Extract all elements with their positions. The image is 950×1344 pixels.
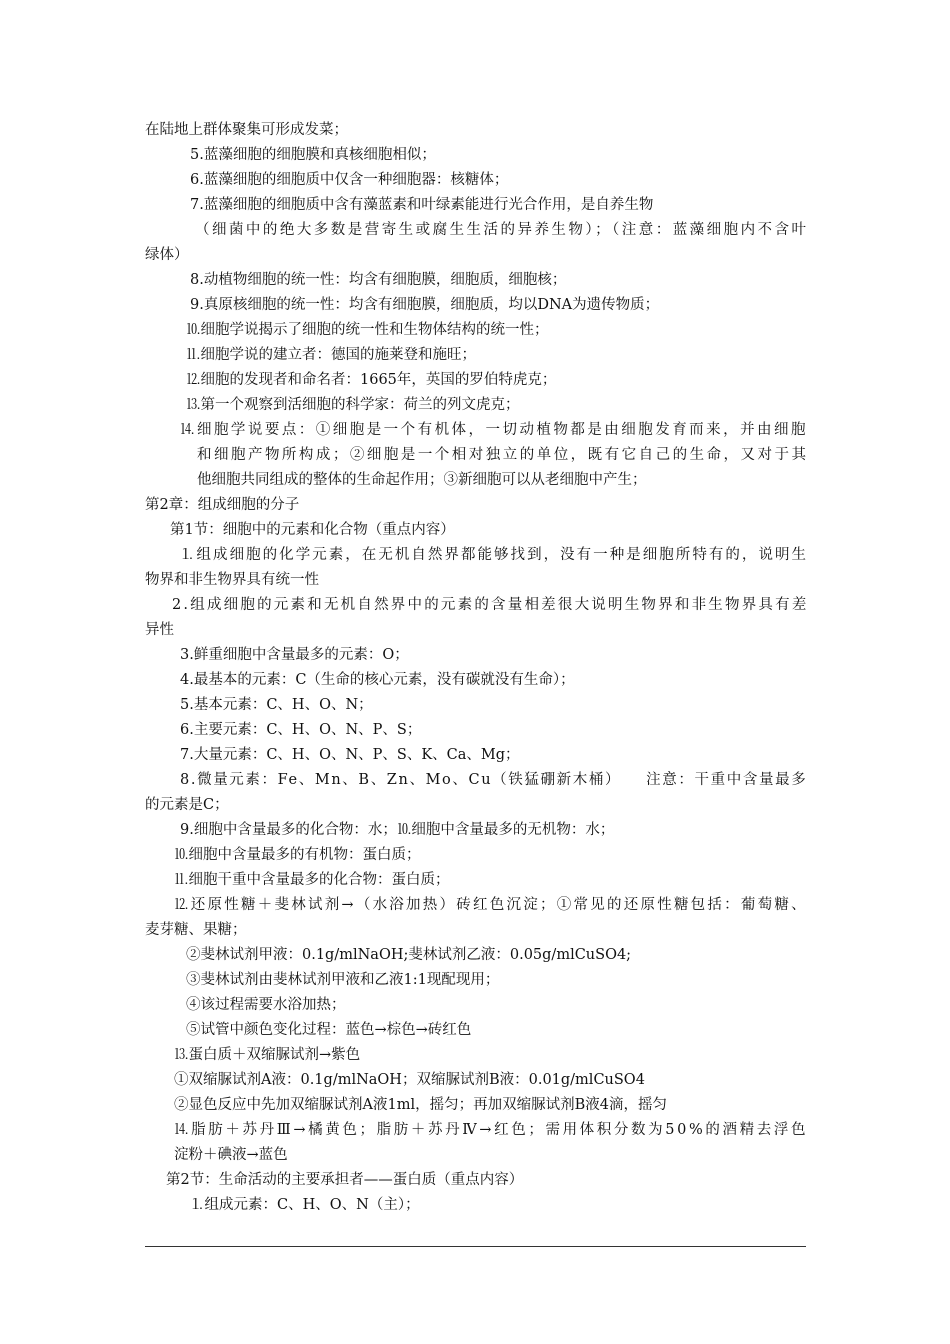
- text-line: 8.动植物细胞的统一性：均含有细胞膜，细胞质，细胞核；: [190, 272, 567, 288]
- text-line: ⒓还原性糖＋斐林试剂→（水浴加热）砖红色沉淀；①常见的还原性糖包括：葡萄糖、: [174, 897, 808, 913]
- text-line: ⑤试管中颜色变化过程：蓝色→棕色→砖红色: [186, 1022, 472, 1038]
- text-line: （细菌中的绝大多数是营寄生或腐生生活的异养生物）；（注意：蓝藻细胞内不含叶: [195, 222, 809, 238]
- text-line: ⒑细胞学说揭示了细胞的统一性和生物体结构的统一性；: [186, 322, 549, 338]
- text-line: 6.主要元素：C、H、O、N、P、S；: [180, 722, 422, 738]
- text-line: 第1节：细胞中的元素和化合物（重点内容）: [170, 522, 455, 538]
- text-line: 第2章：组成细胞的分子: [145, 497, 300, 513]
- text-line: ①双缩脲试剂A液：0.1g/mlNaOH；双缩脲试剂B液：0.01g/mlCuSO4: [174, 1072, 645, 1088]
- text-line: 7.大量元素：C、H、O、N、P、S、K、Ca、Mg；: [180, 747, 520, 763]
- text-line: 在陆地上群体聚集可形成发菜；: [145, 122, 348, 138]
- text-line: 3.鲜重细胞中含量最多的元素：O；: [180, 647, 409, 663]
- text-line: ④该过程需要水浴加热；: [186, 997, 346, 1013]
- text-line: ⒑细胞中含量最多的有机物：蛋白质；: [174, 847, 421, 863]
- text-line: ⒒细胞学说的建立者：德国的施莱登和施旺；: [186, 347, 476, 363]
- text-line: 5.基本元素：C、H、O、N；: [180, 697, 373, 713]
- text-line: ⒔蛋白质＋双缩脲试剂→紫色: [174, 1047, 361, 1063]
- text-line: ⒈组成元素：C、H、O、N（主）；: [190, 1197, 420, 1213]
- text-line: 淀粉＋碘液→蓝色: [174, 1147, 288, 1163]
- text-line: 的元素是C；: [145, 797, 229, 813]
- text-line: 第2节：生命活动的主要承担者——蛋白质（重点内容）: [166, 1172, 524, 1188]
- text-line: ⒒细胞干重中含量最多的化合物：蛋白质；: [174, 872, 450, 888]
- text-line: 物界和非生物界具有统一性: [145, 572, 319, 588]
- text-line: 麦芽糖、果糖；: [145, 922, 247, 938]
- text-line: 4.最基本的元素：C（生命的核心元素，没有碳就没有生命）；: [180, 672, 575, 688]
- text-line: ③斐林试剂由斐林试剂甲液和乙液1:1现配现用；: [186, 972, 500, 988]
- text-line: 9.真原核细胞的统一性：均含有细胞膜，细胞质，均以DNA为遗传物质；: [190, 297, 660, 313]
- text-line: 他细胞共同组成的整体的生命起作用；③新细胞可以从老细胞中产生；: [197, 472, 647, 488]
- text-line: ⒈组成细胞的化学元素，在无机自然界都能够找到，没有一种是细胞所特有的，说明生: [180, 547, 809, 563]
- footer-rule: [145, 1246, 806, 1247]
- text-line: ②斐林试剂甲液：0.1g/mlNaOH;斐林试剂乙液：0.05g/mlCuSO4;: [186, 947, 632, 963]
- text-line: 2.组成细胞的元素和无机自然界中的元素的含量相差很大说明生物界和非生物界具有差: [172, 597, 809, 613]
- text-line: ②显色反应中先加双缩脲试剂A液1ml，摇匀；再加双缩脲试剂B液4滴，摇匀: [174, 1097, 667, 1113]
- text-line: ⒕脂肪＋苏丹Ⅲ→橘黄色；脂肪＋苏丹Ⅳ→红色；需用体积分数为50%的酒精去浮色: [174, 1122, 809, 1138]
- text-line: ⒔第一个观察到活细胞的科学家：荷兰的列文虎克；: [186, 397, 520, 413]
- text-line: 绿体）: [145, 247, 189, 263]
- text-line: 8.微量元素：Fe、Mn、B、Zn、Mo、Cu（铁猛硼新木桶） 注意：干重中含量最多: [180, 772, 808, 788]
- text-line: 5.蓝藻细胞的细胞膜和真核细胞相似；: [190, 147, 436, 163]
- text-line: 9.细胞中含量最多的化合物：水；⒑细胞中含量最多的无机物：水；: [180, 822, 615, 838]
- text-line: 7.蓝藻细胞的细胞质中含有藻蓝素和叶绿素能进行光合作用，是自养生物: [190, 197, 654, 213]
- text-line: ⒓细胞的发现者和命名者：1665年，英国的罗伯特虎克；: [186, 372, 557, 388]
- text-line: 和细胞产物所构成；②细胞是一个相对独立的单位，既有它自己的生命，又对于其: [197, 447, 809, 463]
- text-line: ⒕细胞学说要点：①细胞是一个有机体，一切动植物都是由细胞发育而来，并由细胞: [180, 422, 808, 438]
- text-line: 6.蓝藻细胞的细胞质中仅含一种细胞器：核糖体；: [190, 172, 509, 188]
- text-line: 异性: [145, 622, 174, 638]
